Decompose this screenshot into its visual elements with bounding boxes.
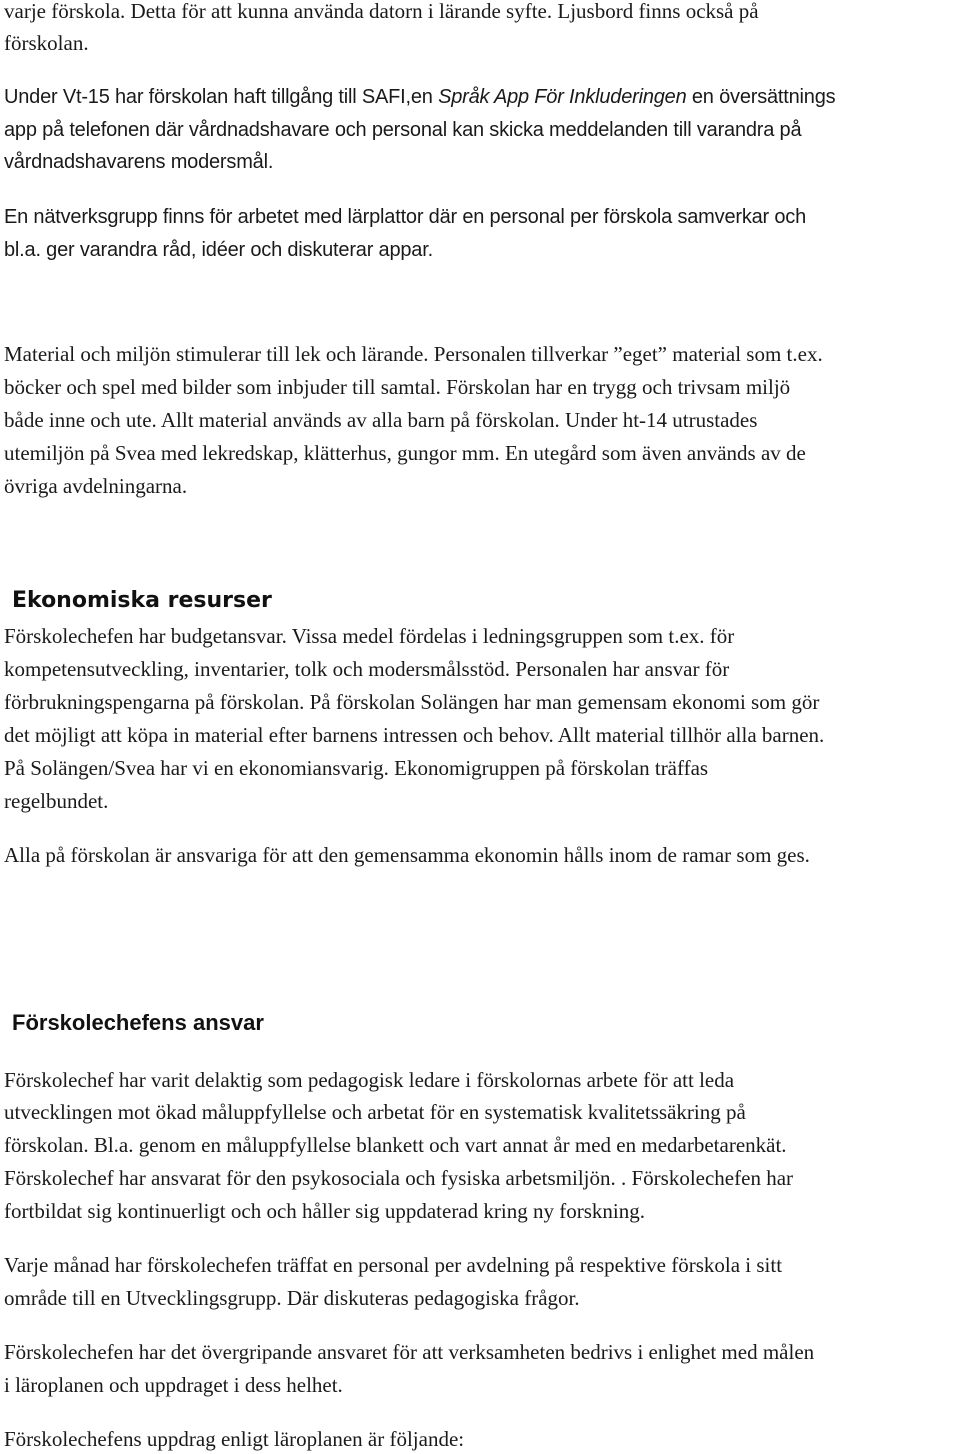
principal-para3-line-1: Förskolechefen har det övergripande ansvaret för att verksamheten bedrivs i enlighet med målen: [4, 1340, 815, 1364]
material-line-1: Material och miljön stimulerar till lek och lärande. Personalen tillverkar ”eget” material som t.ex.: [4, 342, 823, 366]
intro-line-1: varje förskola. Detta för att kunna använda datorn i lärande syfte. Ljusbord finns också på: [4, 0, 759, 23]
material-line-4: utemiljön på Svea med lekredskap, klätterhus, gungor mm. En utegård som även används av de: [4, 441, 806, 465]
principal-para1-line-4: Förskolechef har ansvarat för den psykosociala och fysiska arbetsmiljön. . Förskolechefen har: [4, 1166, 794, 1190]
safi-line-2: app på telefonen där vårdnadshavare och personal kan skicka meddelanden till varandra på: [4, 119, 802, 141]
safi-line-1-end: en översättnings: [686, 86, 836, 108]
principal-para1-line-3: förskolan. Bl.a. genom en måluppfyllelse blankett och vart annat år med en medarbetarenkät.: [4, 1133, 787, 1157]
material-line-3: både inne och ute. Allt material används av alla barn på förskolan. Under ht-14 utrustades: [4, 408, 758, 432]
principal-para1-line-1: Förskolechef har varit delaktig som pedagogisk ledare i förskolornas arbete för att leda: [4, 1068, 735, 1092]
principal-para3-line-2: i läroplanen och uppdraget i dess helhet.: [4, 1373, 343, 1397]
economy-line-4: det möjligt att köpa in material efter barnens intressen och behov. Allt material tillhör alla barnen.: [4, 723, 825, 747]
economy-line-6: regelbundet.: [4, 789, 109, 813]
network-line-2: bl.a. ger varandra råd, idéer och diskuterar appar.: [4, 239, 433, 261]
safi-line-1-start: Under Vt-15 har förskolan haft tillgång till SAFI,en: [4, 86, 439, 108]
safi-app-name: Språk App För Inkluderingen: [438, 86, 687, 108]
economy-heading: Ekonomiska resurser: [12, 588, 272, 613]
economy-line-3: förbrukningspengarna på förskolan. På förskolan Solängen har man gemensam ekonomi som gör: [4, 690, 820, 714]
safi-line-1: [4, 84, 835, 110]
principal-para1-line-5: fortbildat sig kontinuerligt och och håller sig uppdaterad kring ny forskning.: [4, 1199, 645, 1223]
intro-line-2: förskolan.: [4, 31, 89, 55]
principal-para4: Förskolechefens uppdrag enligt läroplanen är följande:: [4, 1427, 465, 1451]
principal-para2-line-1: Varje månad har förskolechefen träffat en personal per avdelning på respektive förskola i sitt: [4, 1253, 783, 1277]
principal-para2-line-2: område till en Utvecklingsgrupp. Där diskuteras pedagogiska frågor.: [4, 1286, 580, 1310]
economy-line-5: På Solängen/Svea har vi en ekonomiansvarig. Ekonomigruppen på förskolan träffas: [4, 756, 709, 780]
material-line-5: övriga avdelningarna.: [4, 474, 188, 498]
economy-line-2: kompetensutveckling, inventarier, tolk och modersmålsstöd. Personalen har ansvar för: [4, 657, 730, 681]
principal-para1-line-2: utvecklingen mot ökad måluppfyllelse och arbetat för en systematisk kvalitetssäkring på: [4, 1100, 746, 1124]
network-line-1: En nätverksgrupp finns för arbetet med lärplattor där en personal per förskola samverkar och: [4, 206, 807, 228]
economy-closing: Alla på förskolan är ansvariga för att den gemensamma ekonomin hålls inom de ramar som ges.: [4, 843, 810, 867]
material-line-2: böcker och spel med bilder som inbjuder till samtal. Förskolan har en trygg och trivsam miljö: [4, 375, 791, 399]
economy-line-1: Förskolechefen har budgetansvar. Vissa medel fördelas i ledningsgruppen som t.ex. för: [4, 624, 735, 648]
principal-heading: Förskolechefens ansvar: [12, 1010, 264, 1035]
safi-line-3: vårdnadshavarens modersmål.: [4, 151, 274, 173]
